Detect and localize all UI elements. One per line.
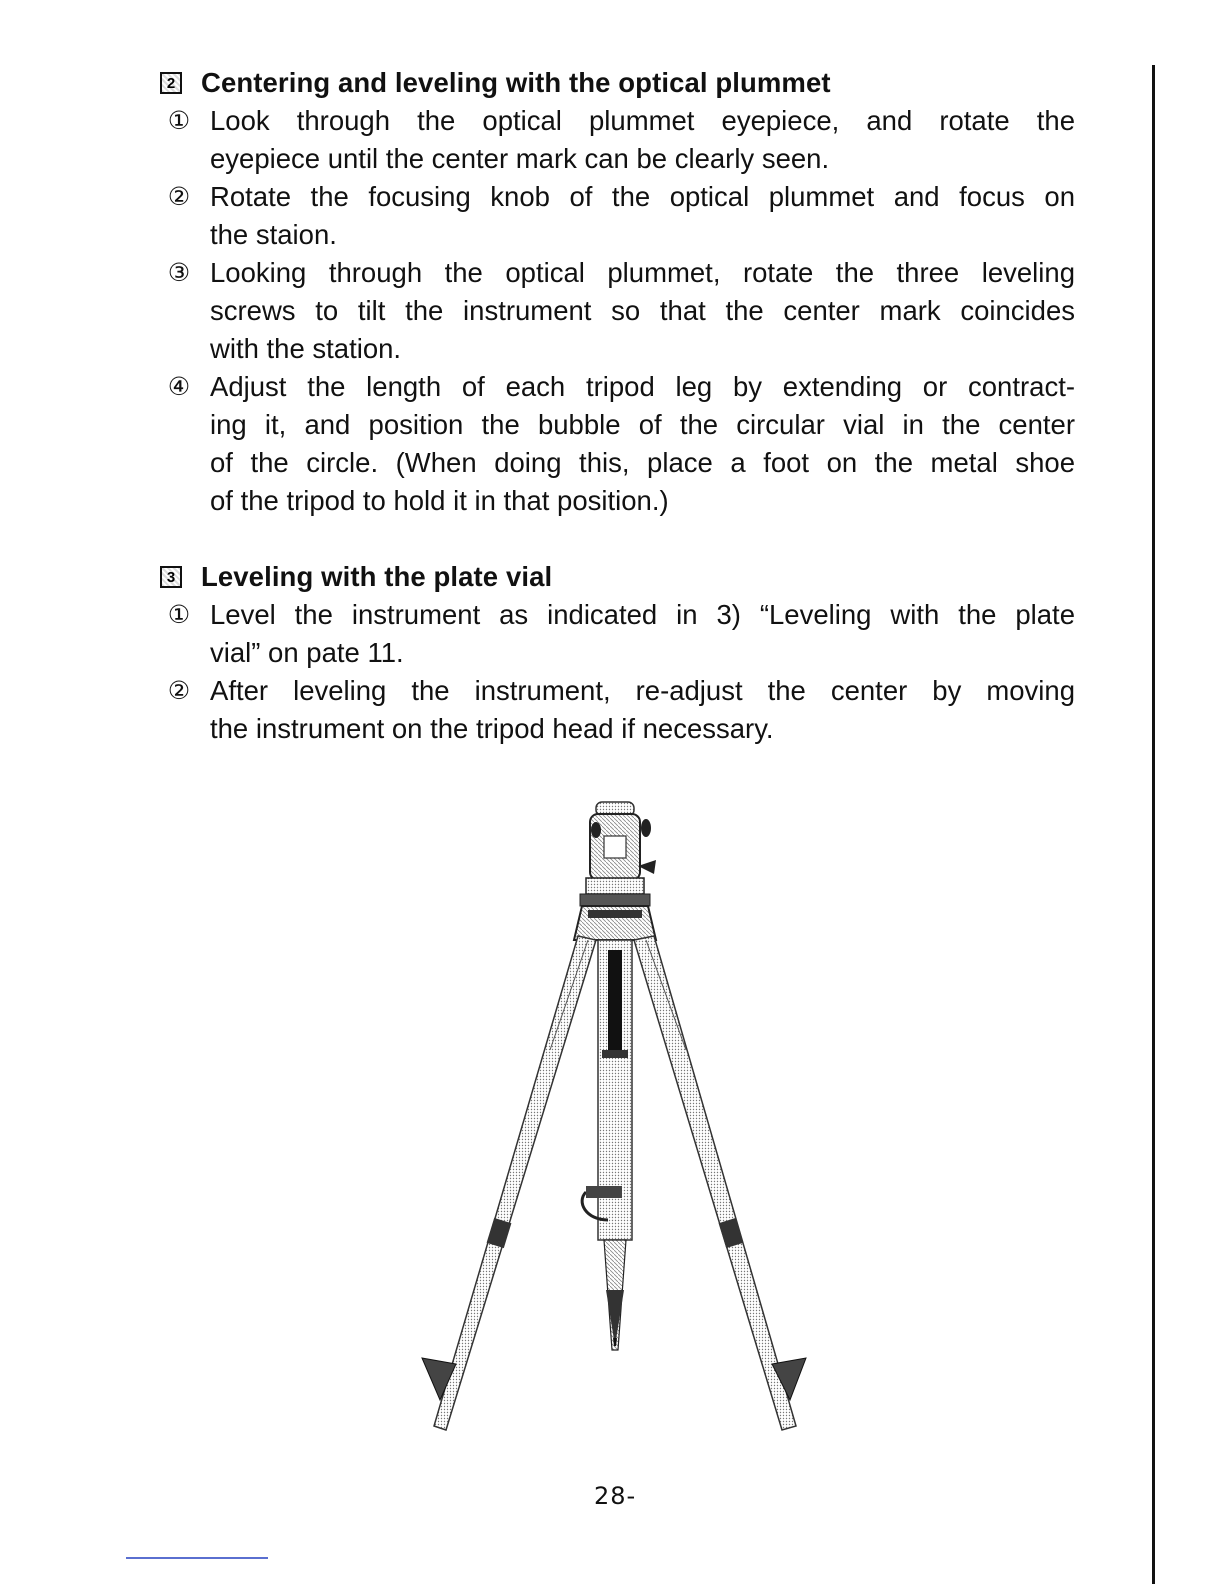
step-marker: ④ [167, 372, 191, 401]
step-item [160, 178, 1075, 254]
step-item [160, 102, 1075, 178]
section-title: Centering and leveling with the optical plummet [201, 67, 831, 98]
instrument-body [580, 802, 656, 906]
step-item [160, 254, 1075, 368]
step-item [160, 596, 1075, 672]
step-text-line: of the tripod to hold it in that position.) [210, 485, 669, 516]
step-text-line: the staion. [210, 219, 337, 250]
section-title: Leveling with the plate vial [201, 561, 553, 592]
step-text-line: Adjust the length of each tripod leg by extending or contract- [210, 371, 1075, 402]
step-text-line: After leveling the instrument, re-adjust the center by moving [210, 675, 1075, 706]
step-text-line: ing it, and position the bubble of the circular vial in the center [210, 409, 1075, 440]
page-edge-rule [1152, 65, 1155, 1584]
tripod-instrument-illustration [410, 790, 820, 1440]
step-text-line: Looking through the optical plummet, rotate the three leveling [210, 257, 1075, 288]
step-text-line: the instrument on the tripod head if necessary. [210, 713, 774, 744]
page-number: 28- [594, 1482, 637, 1510]
step-text-line: screws to tilt the instrument so that the center mark coincides [210, 295, 1075, 326]
step-text-line: Look through the optical plummet eyepiece, and rotate the [210, 105, 1075, 136]
bottom-link-underline [126, 1557, 268, 1559]
tripod-leg-left [422, 936, 596, 1430]
section-heading [160, 64, 1075, 102]
tripod-leg-center [582, 940, 632, 1350]
step-marker: ③ [167, 258, 191, 287]
tripod-head [574, 906, 656, 940]
step-text-line: of the circle. (When doing this, place a foot on the metal shoe [210, 447, 1075, 478]
step-item [160, 672, 1075, 748]
step-text-line: vial” on pate 11. [210, 637, 404, 668]
step-item [160, 368, 1075, 520]
section-heading [160, 558, 1075, 596]
step-text-line: Rotate the focusing knob of the optical plummet and focus on [210, 181, 1075, 212]
section-centering-leveling [160, 64, 1075, 520]
step-marker: ① [167, 106, 191, 135]
tripod-leg-right [634, 936, 806, 1430]
section-plate-vial [160, 558, 1075, 748]
section-number-badge: 3 [160, 566, 182, 588]
section-number-badge: 2 [160, 72, 182, 94]
step-marker: ① [167, 600, 191, 629]
step-text-line: Level the instrument as indicated in 3) “Leveling with the plate [210, 599, 1075, 630]
step-text-line: eyepiece until the center mark can be clearly seen. [210, 143, 830, 174]
step-marker: ② [167, 676, 191, 705]
step-marker: ② [167, 182, 191, 211]
step-text-line: with the station. [210, 333, 402, 364]
